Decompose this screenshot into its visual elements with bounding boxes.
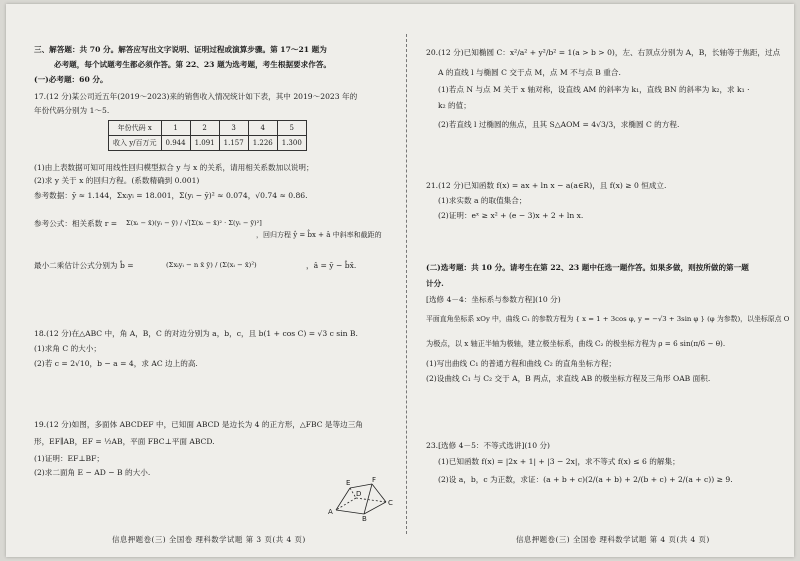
edge-da: [336, 498, 356, 510]
label-b: B: [362, 515, 367, 522]
table-cell: 0.944: [161, 136, 190, 151]
table-row-income: [109, 136, 307, 151]
q23-title: 23.[选修 4－5：不等式选讲](10 分): [426, 441, 551, 450]
page-4-footer: 信息押题卷(三) 全国卷 理科数学试题 第 4 页(共 4 页): [516, 535, 710, 544]
q17-ref-formula-prefix: 参考公式：相关系数 r =: [34, 219, 118, 228]
section-heading-line1: 三、解答题：共 70 分。解答应写出文字说明、证明过程或演算步骤。第 17～21 题为: [34, 45, 327, 54]
section-heading-line2: 必考题，每个试题考生都必须作答。第 22、23 题为选考题，考生根据要求作答。: [54, 60, 332, 69]
required-heading: (一)必考题：60 分。: [34, 75, 108, 84]
table-cell: 5: [277, 121, 306, 136]
page-4: [426, 4, 790, 557]
q20-line2: A 的直线 l 与椭圆 C 交于点 M，点 M 不与点 B 重合.: [438, 68, 621, 77]
q19-line1: 19.(12 分)如图，多面体 ABCDEF 中，已知面 ABCD 是边长为 4 的正方形，△FBC 是等边三角: [34, 420, 363, 429]
q18-line1: 18.(12 分)在△ABC 中，角 A，B，C 的对边分别为 a，b，c，且 b(1 + cos C) = √3 c sin B.: [34, 329, 358, 338]
table-cell: 1.157: [219, 136, 248, 151]
label-e: E: [346, 479, 351, 487]
table-cell: 4: [248, 121, 277, 136]
table-cell: 1: [161, 121, 190, 136]
edge-dc: [356, 498, 386, 502]
exam-sheet: [6, 4, 794, 557]
q19-part2: (2)求二面角 E − AD − B 的大小.: [34, 468, 151, 477]
q19-part1: (1)证明：EF⊥BF；: [34, 454, 104, 463]
q21-part2: (2)证明：eˣ ≥ x² + (e − 3)x + 2 + ln x.: [438, 211, 584, 220]
q23-part2: (2)设 a，b，c 为正数，求证：(a + b + c)(2/(a + b) + 2/(b + c) + 2/(a + c)) ≥ 9.: [438, 475, 733, 484]
q20-part1b: k₂ 的值；: [438, 101, 471, 110]
table-cell: 3: [219, 121, 248, 136]
q22-line1: 平面直角坐标系 xOy 中，曲线 C₁ 的参数方程为 { x = 1 + 3cos φ, y = −√3 + 3sin φ } (φ 为参数)，以坐标原点 O: [426, 315, 790, 323]
q17-line1: 17.(12 分)某公司近五年(2019～2023)来的销售收入情况统计如下表，其中 2019～2023 年的: [34, 92, 358, 101]
q22-part2: (2)设曲线 C₁ 与 C₂ 交于 A，B 两点，求直线 AB 的极坐标方程及三角形 OAB 面积.: [426, 374, 711, 383]
q17-ref-formula-suffix: ，回归方程 ŷ = b̂x + â 中斜率和截距的: [256, 231, 382, 239]
q21-part1: (1)求实数 a 的取值集合；: [438, 196, 527, 205]
polyhedron-figure: [316, 474, 396, 522]
q20-line1: 20.(12 分)已知椭圆 C：x²/a² + y²/b² = 1(a > b > 0)，左、右顶点分别为 A，B，长轴等于焦距，过点: [426, 48, 781, 57]
q20-part1a: (1)若点 N 与点 M 关于 x 轴对称，设直线 AM 的斜率为 k₁，直线 BN 的斜率为 k₂，求 k₁ ·: [438, 85, 750, 94]
q23-part1: (1)已知函数 f(x) = |2x + 1| + |3 − 2x|，求不等式 f(x) ≤ 6 的解集；: [438, 457, 680, 466]
optional-heading-line1: (二)选考题：共 10 分。请考生在第 22、23 题中任选一题作答。如果多做，则按所做的第一题: [426, 263, 749, 272]
label-a: A: [328, 508, 333, 516]
q18-part1: (1)求角 C 的大小；: [34, 344, 101, 353]
q22-title: [选修 4－4：坐标系与参数方程](10 分): [426, 295, 561, 304]
edge-ef: [350, 484, 372, 488]
edge-ab: [336, 510, 364, 514]
q17-least-squares-suffix: ，â = ȳ − b̂x̄.: [306, 261, 357, 270]
table-cell: 2: [190, 121, 219, 136]
table-row-codes: [109, 121, 307, 136]
page-3-footer: 信息押题卷(三) 全国卷 理科数学试题 第 3 页(共 4 页): [112, 535, 306, 544]
q17-least-squares-formula: (Σxᵢyᵢ − n x̄ ȳ) / (Σ(xᵢ − x̄)²): [166, 261, 257, 269]
edge-ae: [336, 488, 350, 510]
edge-bc: [364, 502, 386, 514]
optional-heading-line2: 计分.: [426, 279, 444, 288]
q17-correlation-formula: Σ(xᵢ − x̄)(yᵢ − ȳ) / √[Σ(xᵢ − x̄)² · Σ(yᵢ − ȳ)²]: [126, 219, 262, 227]
page-divider: [406, 34, 407, 534]
label-d: D: [356, 490, 362, 498]
q17-line2: 年份代码分别为 1～5.: [34, 106, 110, 115]
q17-part2: (2)求 y 关于 x 的回归方程。(系数精确到 0.001): [34, 176, 200, 185]
q22-line2: 为极点，以 x 轴正半轴为极轴，建立极坐标系，曲线 C₂ 的极坐标方程为 ρ = 6 sin(π/6 − θ).: [426, 339, 726, 348]
table-cell: 1.091: [190, 136, 219, 151]
label-f: F: [372, 476, 377, 484]
table-cell: 1.300: [277, 136, 306, 151]
edge-fc: [372, 484, 386, 502]
q17-least-squares-prefix: 最小二乘估计公式分别为 b̂ =: [34, 261, 134, 270]
q22-part1: (1)写出曲线 C₁ 的普通方程和曲线 C₂ 的直角坐标方程；: [426, 359, 616, 368]
q17-data-table: [108, 120, 307, 151]
q21-line1: 21.(12 分)已知函数 f(x) = ax + ln x − a(a∈R)，且 f(x) ≥ 0 恒成立.: [426, 181, 667, 190]
q17-reference-data: 参考数据：ȳ ≈ 1.144，Σxᵢyᵢ = 18.001，Σ(yᵢ − ȳ)² ≈ 0.074，√0.74 ≈ 0.86.: [34, 191, 308, 200]
q17-part1: (1)由上表数据可知可用线性回归模型拟合 y 与 x 的关系，请用相关系数加以说明；: [34, 163, 314, 172]
label-c: C: [388, 499, 393, 507]
table-header-income: 收入 y/百万元: [109, 136, 162, 151]
table-cell: 1.226: [248, 136, 277, 151]
q19-line2: 形，EF∥AB，EF = ½AB，平面 FBC⊥平面 ABCD.: [34, 437, 215, 446]
page-3: [26, 4, 393, 557]
q20-part2: (2)若直线 l 过椭圆的焦点，且其 S△AOM = 4√3/3，求椭圆 C 的方程.: [438, 120, 680, 129]
q18-part2: (2)若 c = 2√10，b − a = 4，求 AC 边上的高.: [34, 359, 198, 368]
table-header-code: 年份代码 x: [109, 121, 162, 136]
